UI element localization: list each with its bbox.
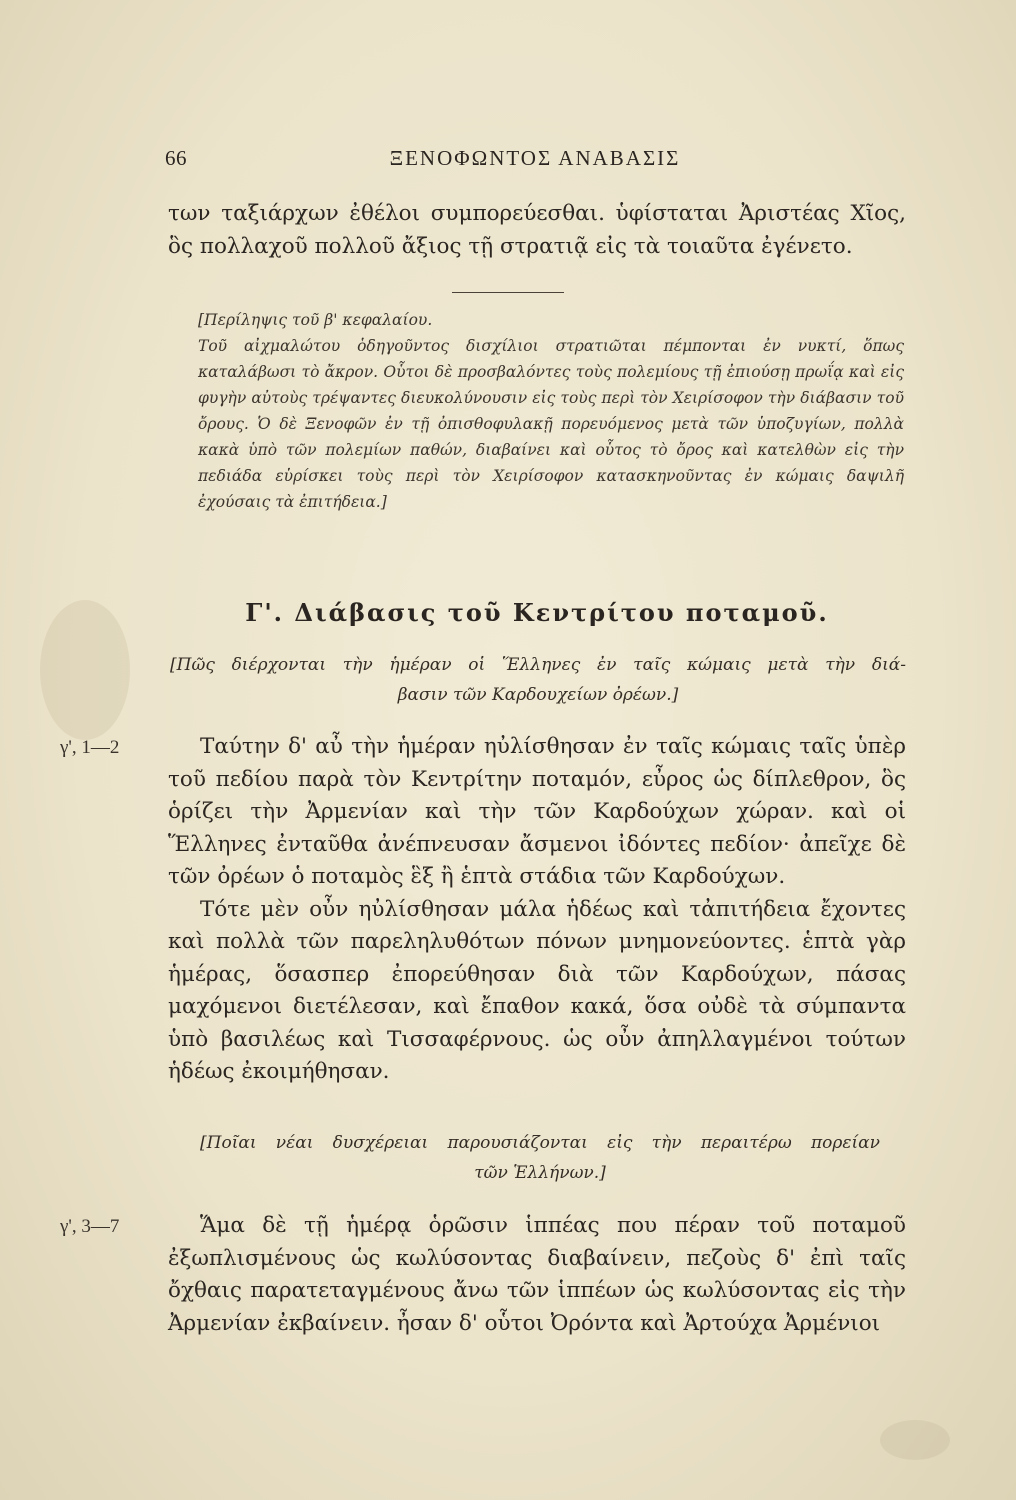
margin-reference-1: γ', 1—2 <box>60 737 120 758</box>
main-text-2 <box>168 1210 906 1340</box>
subtitle-2-line-1: [Ποῖαι νέαι δυσχέρειαι παρουσιάζονται εἰς τὴν περαιτέρω πορείαν <box>200 1133 880 1153</box>
summary-text: Τοῦ αἰχμαλώτου ὁδηγοῦντος δισχίλιοι στρατιῶται πέμπονται ἐν νυκτί, ὅπως καταλάβωσι τὸ ἄκρον. Οὗτοι δὲ προσβαλόντες τοὺς πολεμίους τῇ ἐπιούσῃ πρωΐᾳ καὶ εἰς φυγὴν αὐτοὺς τρέψαντες διευκολύνουσιν εἰς τοὺς περὶ τὸν Χειρίσοφον τὴν διάβασιν τοῦ ὄρους. Ὁ δὲ Ξενοφῶν ἐν τῇ ὀπισθοφυλακῇ πορευόμενος μετὰ τῶν ὑποζυγίων, πολλὰ κακὰ ὑπὸ τῶν πολεμίων παθών, διαβαίνει καὶ οὗτος τὸ ὄρος καὶ κατελθὼν εἰς τὴν πεδιάδα εὑρίσκει τοὺς περὶ τὸν Χειρίσοφον κατασκηνοῦντας ἐν κώμαις δαψιλῆ ἐχούσαις τὰ ἐπιτήδεια.] <box>198 337 904 511</box>
paper-stain <box>880 1420 950 1460</box>
subtitle-1-line-2: βασιν τῶν Καρδουχείων ὀρέων.] <box>397 685 679 705</box>
paragraph-2: Τότε μὲν οὖν ηὐλίσθησαν μάλα ἡδέως καὶ τἀπιτήδεια ἔχοντες καὶ πολλὰ τῶν παρεληλυθότων πόνων μνημονεύοντες. ἑπτὰ γὰρ ἡμέρας, ὅσασπερ ἐπορεύθησαν διὰ τῶν Καρδούχων, πάσας μαχόμενοι διετέλεσαν, καὶ ἔπαθον κακά, ὅσα οὐδὲ τὰ σύμπαντα ὑπὸ βασιλέως καὶ Τισσαφέρνους. ὡς οὖν ἀπηλλαγμένοι τούτων ἡδέως ἐκοιμήθησαν. <box>168 896 906 1084</box>
page-header <box>165 146 905 176</box>
paper-stain <box>40 600 130 740</box>
summary-heading: [Περίληψις τοῦ β' κεφαλαίου. <box>198 311 433 329</box>
paragraph-3: Ἅμα δὲ τῇ ἡμέρᾳ ὁρῶσιν ἱππέας που πέραν τοῦ ποταμοῦ ἐξωπλισμένους ὡς κωλύσοντας διαβαίνειν, πεζοὺς δ' ἐπὶ ταῖς ὄχθαις παρατεταγμένους ἄνω τῶν ἱππέων ὡς κωλύσοντας εἰς τὴν Ἀρμενίαν ἐκβαίνειν. ἦσαν δ' οὗτοι Ὀρόντα καὶ Ἀρτούχα Ἀρμένιοι <box>168 1213 906 1336</box>
summary-paragraph <box>198 307 904 515</box>
running-title: ΞΕΝΟΦΩΝΤΟΣ ΑΝΑΒΑΣΙΣ <box>389 146 681 170</box>
subtitle-1-line-1: [Πῶς διέρχονται τὴν ἡμέραν οἱ Ἕλληνες ἐν ταῖς κώμαις μετὰ τὴν διά- <box>170 655 906 675</box>
section-divider <box>452 292 564 293</box>
section-subtitle-2 <box>200 1128 880 1188</box>
section-subtitle-1 <box>170 650 906 710</box>
subtitle-2-line-2: τῶν Ἑλλήνων.] <box>474 1163 606 1183</box>
margin-reference-2: γ', 3—7 <box>60 1216 120 1237</box>
chapter-summary <box>198 307 904 515</box>
paragraph-1: Ταύτην δ' αὖ τὴν ἡμέραν ηὐλίσθησαν ἐν ταῖς κώμαις ταῖς ὑπὲρ τοῦ πεδίου παρὰ τὸν Κεντρίτην ποταμόν, εὖρος ὡς δίπλεθρον, ὃς ὁρίζει τὴν Ἀρμενίαν καὶ τὴν τῶν Καρδούχων χώραν. καὶ οἱ Ἕλληνες ἐνταῦθα ἀνέπνευσαν ἄσμενοι ἰδόντες πεδίον· ἀπεῖχε δὲ τῶν ὀρέων ὁ ποταμὸς ἓξ ἢ ἑπτὰ στάδια τῶν Καρδούχων. <box>168 734 906 889</box>
opening-paragraph <box>168 198 906 263</box>
main-text-1 <box>168 731 906 1089</box>
page-number: 66 <box>165 146 187 170</box>
chapter-heading: Γ'. Διάβασις τοῦ Κεντρίτου ποταμοῦ. <box>245 598 829 627</box>
opening-text: των ταξιάρχων ἐθέλοι συμπορεύεσθαι. ὑφίσταται Ἀριστέας Χῖος, ὃς πολλαχοῦ πολλοῦ ἄξιος τῇ στρατιᾷ εἰς τὰ τοιαῦτα ἐγένετο. <box>168 201 906 259</box>
